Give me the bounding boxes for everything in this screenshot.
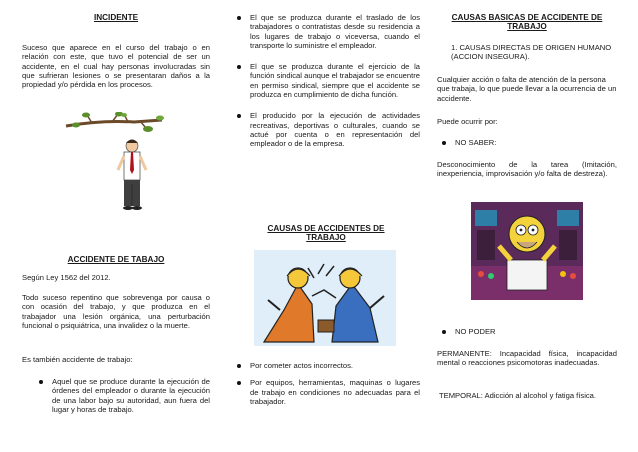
col2-bullet-list	[232, 13, 420, 149]
list-item: NO SABER:	[437, 138, 617, 147]
col2-bullet-list-2	[232, 361, 420, 406]
list-item: Por cometer actos incorrectos.	[232, 361, 420, 370]
accidente-heading: ACCIDENTE DE TABAJO	[67, 255, 165, 264]
column-3	[437, 0, 617, 452]
temporal-description: TEMPORAL: Adicción al alcohol y fatiga física.	[439, 391, 597, 400]
col3-bullet-no-poder	[437, 327, 617, 336]
workers-collision-illustration	[254, 250, 396, 346]
no-saber-description: Desconocimiento de la tarea (Imitación, inexperiencia, improvisación y/o falta de destreza).	[437, 160, 617, 179]
basic-causes-heading: CAUSAS BASICAS DE ACCIDENTE DE TRABAJO	[451, 13, 603, 31]
list-item: Por equipos, herramientas, maquinas o lugares de trabajo en condiciones no adecuadas para el trabajador.	[232, 378, 420, 406]
tree-branch-man-illustration	[62, 112, 172, 212]
list-item: El que se produzca durante el ejercicio de la función sindical aunque el trabajador se encuentre en permiso sindical, siempre que el accidente se produzca en cumplimiento de dicha función.	[232, 62, 420, 99]
accidente-definition: Todo suceso repentino que sobrevenga por causa o con ocasión del trabajo, y que produzca en el trabajador una lesión orgánica, una perturbación funcional o psiquiátrica, una invalidez o la muerte.	[22, 293, 210, 330]
also-accident-intro: Es también accidente de trabajo:	[22, 355, 133, 364]
law-reference: Según Ley 1562 del 2012.	[22, 273, 111, 282]
incidente-heading: INCIDENTE	[93, 13, 139, 22]
col3-bullet-no-saber	[437, 138, 617, 147]
permanente-description: PERMANENTE: Incapacidad física, incapacidad mental o reacciones psicomotoras inadecuadas.	[437, 349, 617, 368]
col1-bullet-list	[34, 377, 210, 414]
list-item: NO PODER	[437, 327, 617, 336]
direct-causes-item: 1. CAUSAS DIRECTAS DE ORIGEN HUMANO (ACCION INSEGURA).	[451, 43, 612, 62]
causes-heading: CAUSAS DE ACCIDENTES DE TRABAJO	[267, 224, 385, 242]
homer-control-room-illustration	[471, 202, 583, 300]
column-1	[22, 0, 210, 452]
incidente-definition: Suceso que aparece en el curso del trabajo o en relación con este, que tuvo el potencial de ser un accidente, en el cual hay personas involucradas sin que sufrieran lesiones o se presentaran daños a la propiedad y/o pérdida en los procesos.	[22, 43, 210, 90]
column-2	[232, 0, 420, 452]
unsafe-action-definition: Cualquier acción o falta de atención de la persona que trabaja, lo que puede llevar a la ocurrencia de un accidente.	[437, 75, 617, 103]
can-occur-label: Puede ocurrir por:	[437, 117, 498, 126]
list-item: El producido por la ejecución de actividades recreativas, deportivas o culturales, cuando se actué por cuenta o en representación del empleador o de la empresa.	[232, 111, 420, 148]
list-item: El que se produzca durante el traslado de los trabajadores o contratistas desde su residencia a los lugares de trabajo o viceversa, cuando el transporte lo suministre el empleador.	[232, 13, 420, 50]
list-item: Aquel que se produce durante la ejecución de órdenes del empleador o durante la ejecución de una labor bajo su autoridad, aun fuera del lugar y horas de trabajo.	[34, 377, 210, 414]
